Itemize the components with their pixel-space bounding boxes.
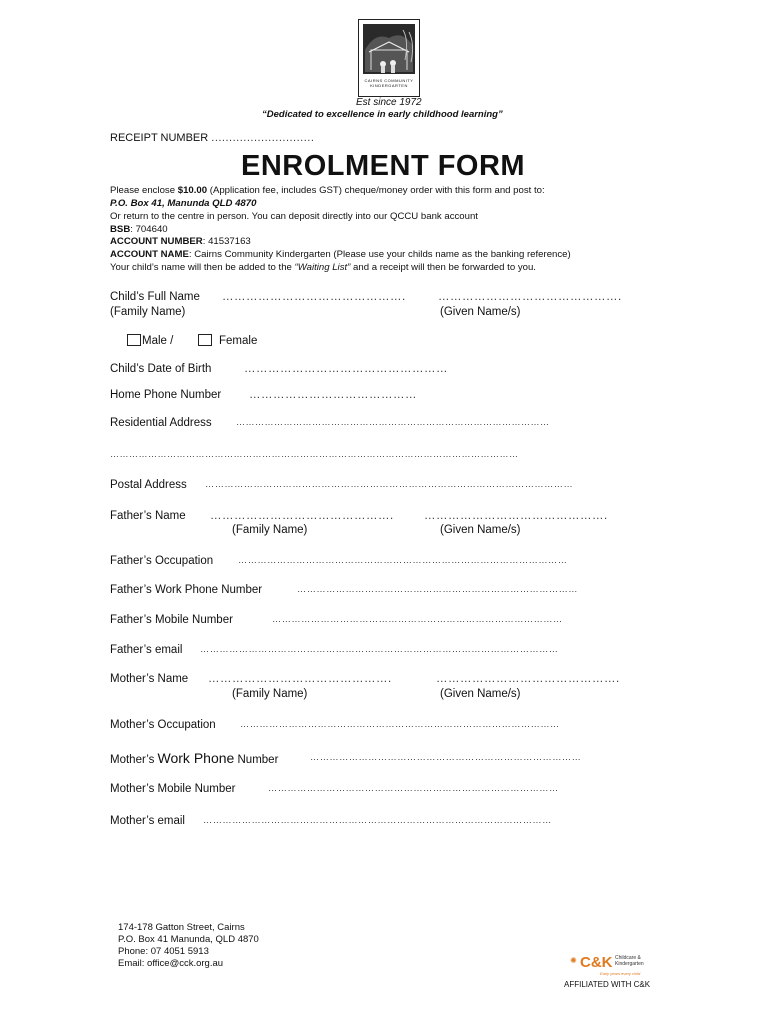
page-title: ENROLMENT FORM	[241, 150, 526, 182]
footer-address-line2: P.O. Box 41 Manunda, QLD 4870	[118, 934, 259, 945]
receipt-number-row	[110, 132, 314, 144]
father-occupation-field[interactable]: …………………………………………………………………………………………	[238, 555, 568, 565]
fee-amount: $10.00	[177, 185, 208, 196]
mother-email-label: Mother’s email	[110, 815, 185, 827]
female-label: Female	[219, 335, 258, 347]
given-name-caption: (Given Name/s)	[440, 524, 521, 536]
given-name-caption: (Given Name/s)	[440, 306, 521, 318]
mother-occupation-label: Mother’s Occupation	[110, 719, 216, 731]
ck-logo	[570, 953, 660, 977]
father-email-label: Father’s email	[110, 644, 183, 656]
mother-work-phone-label-part: Work Phone	[157, 750, 235, 766]
affiliated-text: AFFILIATED WITH C&K	[564, 980, 651, 989]
bsb-value: : 704640	[130, 224, 168, 235]
father-occupation-label: Father’s Occupation	[110, 555, 214, 567]
receipt-number-label: RECEIPT NUMBER	[110, 132, 209, 144]
info-text: and a receipt will then be forwarded to you.	[350, 262, 536, 273]
dob-field[interactable]: ……………………………………………	[244, 363, 448, 375]
info-text: Your child’s name will then be added to the	[110, 262, 295, 273]
info-text: (Application fee, includes GST) cheque/money order with this form and post to:	[207, 185, 545, 196]
mother-name-label: Mother’s Name	[110, 673, 189, 685]
account-name-value: : Cairns Community Kindergarten (Please use your childs name as the banking reference)	[188, 249, 571, 260]
home-phone-field[interactable]: ……………………………………	[249, 389, 417, 401]
father-name-label: Father’s Name	[110, 510, 186, 522]
family-name-caption: (Family Name)	[232, 688, 308, 700]
info-line-3: Or return to the centre in person. You can deposit directly into our QCCU bank account	[110, 211, 478, 222]
postal-box-address: P.O. Box 41, Manunda QLD 4870	[110, 198, 257, 209]
given-name-caption: (Given Name/s)	[440, 688, 521, 700]
footer-address-line1: 174-178 Gatton Street, Cairns	[118, 922, 245, 933]
father-mobile-field[interactable]: ………………………………………………………………………………	[272, 614, 563, 624]
mother-email-field[interactable]: ………………………………………………………………………………………………	[203, 815, 552, 825]
footer-email: Email: office@cck.org.au	[118, 958, 224, 969]
residential-address-field[interactable]: ………………………………………………………………………………………	[236, 417, 550, 427]
mother-occupation-field[interactable]: ………………………………………………………………………………………	[240, 719, 560, 729]
bsb-line	[110, 224, 168, 237]
child-given-name-field[interactable]: ……………………………………….	[438, 291, 622, 303]
mother-work-phone-label-part: Mother’s	[110, 754, 158, 766]
mother-work-phone-label	[110, 750, 278, 766]
ck-brand: C&K	[580, 954, 613, 971]
account-number-line	[110, 236, 251, 249]
mother-work-phone-label-part: Number	[234, 754, 279, 766]
residential-address-label: Residential Address	[110, 417, 212, 429]
kindergarten-logo	[358, 19, 420, 97]
residential-address-line2-field[interactable]: …………………………………………………………………………………………………………………	[110, 449, 519, 459]
mother-family-name-field[interactable]: ……………………………………….	[208, 673, 392, 685]
postal-address-field[interactable]: ……………………………………………………………………………………………………	[205, 479, 574, 489]
info-line-7	[110, 262, 536, 275]
bsb-label: BSB	[110, 224, 131, 235]
account-number-value: : 41537163	[202, 236, 251, 247]
father-email-field[interactable]: …………………………………………………………………………………………………	[200, 644, 559, 654]
male-label: Male /	[142, 335, 174, 347]
account-name-line	[110, 249, 571, 262]
info-line-1	[110, 185, 545, 198]
waiting-list-text: “Waiting List”	[294, 262, 351, 273]
child-full-name-label: Child’s Full Name	[110, 291, 200, 303]
account-number-label: ACCOUNT NUMBER	[110, 236, 203, 247]
father-given-name-field[interactable]: ……………………………………….	[424, 510, 608, 522]
footer-contact	[118, 922, 259, 970]
family-name-caption: (Family Name)	[232, 524, 308, 536]
mother-given-name-field[interactable]: ……………………………………….	[436, 673, 620, 685]
mother-mobile-field[interactable]: ………………………………………………………………………………	[268, 783, 559, 793]
ck-tagline: Early years every child	[600, 971, 641, 976]
home-phone-label: Home Phone Number	[110, 389, 222, 401]
footer-phone: Phone: 07 4051 5913	[118, 946, 209, 957]
logo-text: CAIRNS COMMUNITY KINDERGARTEN	[364, 78, 414, 88]
father-family-name-field[interactable]: ……………………………………….	[210, 510, 394, 522]
father-work-phone-label: Father’s Work Phone Number	[110, 584, 263, 596]
ck-sun-icon: ✺	[570, 956, 577, 965]
mother-mobile-label: Mother’s Mobile Number	[110, 783, 236, 795]
motto-text: “Dedicated to excellence in early childhood learning”	[262, 109, 503, 120]
mother-work-phone-field[interactable]: …………………………………………………………………………	[310, 752, 582, 762]
postal-address-label: Postal Address	[110, 479, 187, 491]
established-text: Est since 1972	[356, 97, 422, 108]
family-name-caption: (Family Name)	[110, 306, 186, 318]
male-checkbox[interactable]	[127, 334, 141, 346]
ck-subtitle: Childcare & Kindergarten	[615, 955, 644, 967]
father-work-phone-field[interactable]: ……………………………………………………………………………	[297, 584, 578, 594]
receipt-number-field[interactable]: .............................	[211, 132, 315, 144]
child-family-name-field[interactable]: ……………………………………….	[222, 291, 406, 303]
father-mobile-label: Father’s Mobile Number	[110, 614, 233, 626]
account-name-label: ACCOUNT NAME	[110, 249, 189, 260]
info-text: Please enclose	[110, 185, 178, 196]
dob-label: Child’s Date of Birth	[110, 363, 212, 375]
female-checkbox[interactable]	[198, 334, 212, 346]
